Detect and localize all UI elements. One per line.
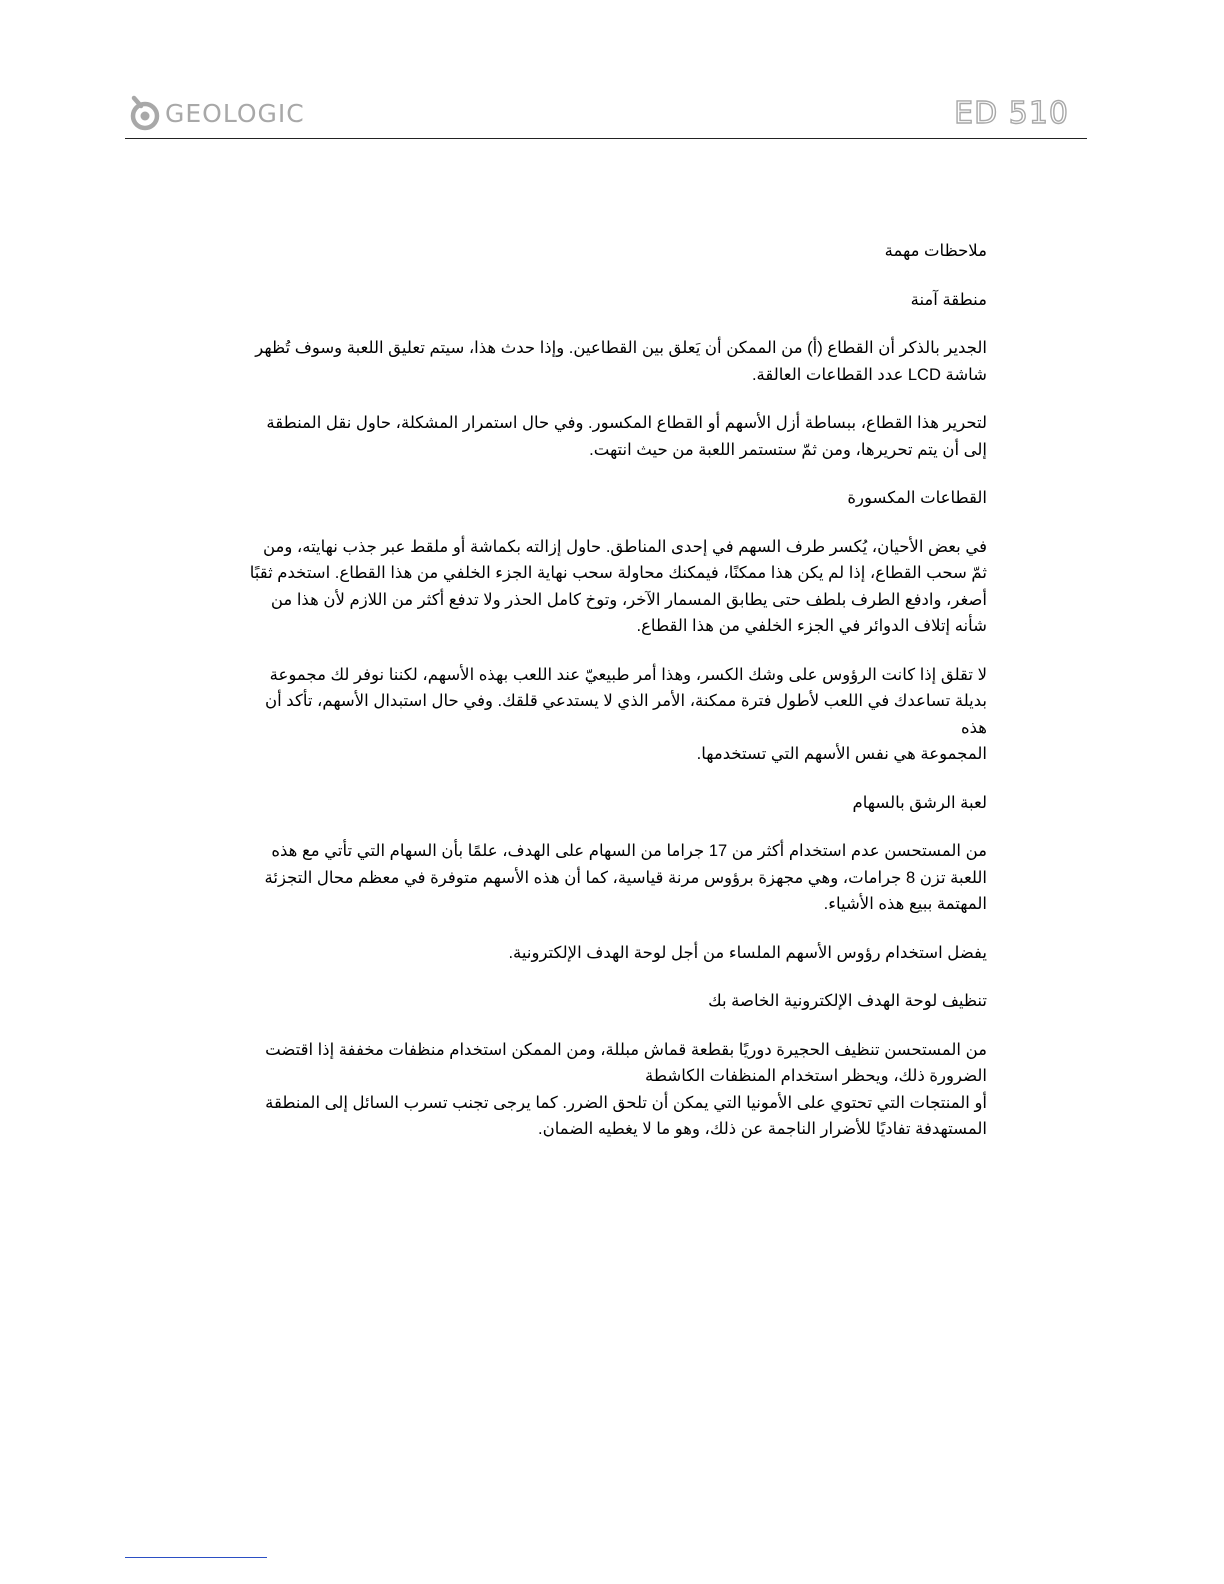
footnote-separator xyxy=(125,1557,267,1558)
broken-tips-paragraph-1: في بعض الأحيان، يُكسر طرف السهم في إحدى المناطق. حاول إزالته بكماشة أو ملقط عبر جذب نهايته، ومن ثمّ سحب القطاع، إذا لم يكن هذا ممكنًا، فيمكنك محاولة سحب نهاية الجزء الخلفي من هذا القطاع. استخدم ثقبًا أصغر، وادفع الطرف بلطف حتى يطابق المسمار الآخر، وتوخ كامل الحذر ولا تدفع أكثر من اللازم لأن هذا من شأنه إتلاف الدوائر في الجزء الخلفي من هذا القطاع. xyxy=(249,537,987,635)
brand-logo xyxy=(128,95,305,131)
broken-tips-title: القطاعات المكسورة xyxy=(847,489,987,507)
cleaning-title: تنظيف لوحة الهدف الإلكترونية الخاصة بك xyxy=(708,992,987,1010)
model-number: ED 510 xyxy=(954,96,1069,131)
darts-game-title: لعبة الرشق بالسهام xyxy=(852,793,987,812)
brand-name: GEOLOGIC xyxy=(165,98,305,128)
safe-zone-title: منطقة آمنة xyxy=(910,290,987,309)
broken-tips-paragraph-2b: المجموعة هي نفس الأسهم التي تستخدمها. xyxy=(696,745,987,763)
geologic-logo-icon xyxy=(128,95,160,131)
notes-title: ملاحظات مهمة xyxy=(884,242,987,260)
cleaning-paragraph-1: من المستحسن تنظيف الحجيرة دوريًا بقطعة قماش مبللة، ومن الممكن استخدام منظفات مخففة إذا اقتضت الضرورة ذلك، ويحظر استخدام المنظفات الكاشطة xyxy=(265,1040,987,1085)
broken-tips-paragraph-2a: لا تقلق إذا كانت الرؤوس على وشك الكسر، وهذا أمر طبيعيّ عند اللعب بهذه الأسهم، لكننا نوفر لك مجموعة بديلة تساعدك في اللعب لأطول فترة ممكنة، الأمر الذي لا يستدعي قلقك. وفي حال استبدال الأسهم، تأكد أن هذه xyxy=(265,665,987,737)
darts-game-paragraph-1: من المستحسن عدم استخدام أكثر من 17 جراما من السهام على الهدف، علمًا بأن السهام التي تأتي مع هذه اللعبة تزن 8 جرامات، وهي مجهزة برؤوس مرنة قياسية، كما أن هذه الأسهم متوفرة في معظم محال التجزئة المهتمة ببيع هذه الأشياء. xyxy=(264,842,987,913)
darts-game-paragraph-2: يفضل استخدام رؤوس الأسهم الملساء من أجل لوحة الهدف الإلكترونية. xyxy=(508,943,987,962)
safe-zone-paragraph-2: لتحرير هذا القطاع، ببساطة أزل الأسهم أو القطاع المكسور. وفي حال استمرار المشكلة، حاول نقل المنطقة إلى أن يتم تحريرها، ومن ثمّ ستستمر اللعبة من حيث انتهت. xyxy=(266,414,987,459)
page-header xyxy=(125,92,1087,139)
document-body xyxy=(245,238,987,1165)
cleaning-paragraph-2: أو المنتجات التي تحتوي على الأمونيا التي يمكن أن تلحق الضرر. كما يرجى تجنب تسرب السائل إلى المنطقة المستهدفة تفاديًا للأضرار الناجمة عن ذلك، وهو ما لا يغطيه الضمان. xyxy=(265,1093,987,1138)
safe-zone-paragraph-1: الجدير بالذكر أن القطاع (أ) من الممكن أن يَعلق بين القطاعين. وإذا حدث هذا، سيتم تعليق اللعبة وسوف تُظهر شاشة LCD عدد القطاعات العالقة. xyxy=(255,339,987,384)
